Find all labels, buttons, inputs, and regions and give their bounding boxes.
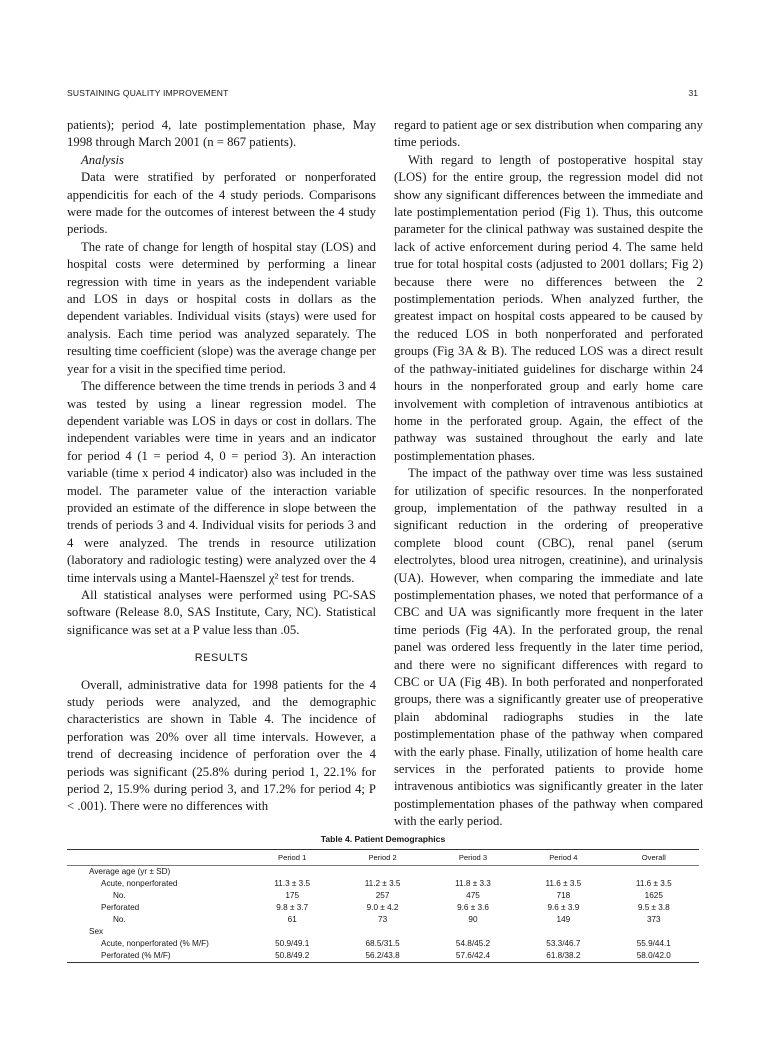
table-cell: 58.0/42.0 <box>636 951 671 960</box>
table-cell: 1625 <box>644 891 663 900</box>
table-cell: 50.8/49.2 <box>275 951 310 960</box>
paragraph: Data were stratified by perforated or nonperforated appendicitis for each of the 4 study periods. Comparisons were made for the outcomes of interest between the 4 study periods. <box>67 170 376 237</box>
table-cell: 718 <box>556 891 571 900</box>
table <box>67 850 699 962</box>
table-cell: 9.0 ± 4.2 <box>366 903 399 912</box>
row-label: No. <box>113 915 126 924</box>
table-cell: 9.5 ± 3.8 <box>637 903 670 912</box>
row-label: Acute, nonperforated <box>101 879 178 888</box>
table-row <box>67 914 699 926</box>
table-cell: 68.5/31.5 <box>365 939 400 948</box>
table-row <box>67 902 699 914</box>
paragraph: patients); period 4, late postimplementation phase, May 1998 through March 2001 (n = 867 patients). <box>67 118 376 150</box>
table-row <box>67 926 699 938</box>
table-row <box>67 878 699 890</box>
table-row <box>67 950 699 962</box>
table-cell: 9.8 ± 3.7 <box>276 903 309 912</box>
table-cell: 73 <box>378 915 388 924</box>
column-header: Period 2 <box>368 853 397 862</box>
table-header-row <box>67 850 699 865</box>
table-cell: 53.3/46.7 <box>546 939 581 948</box>
table-row <box>67 866 699 878</box>
table-row <box>67 938 699 950</box>
paragraph: Overall, administrative data for 1998 patients for the 4 study periods were analyzed, and the demographic characteristics are shown in Table 4. The incidence of perforation was 20% over all time intervals. However, a trend of decreasing incidence of perforation over the 4 periods was significant (25.8% during period 1, 22.1% for period 2, 15.9% during period 3, and 17.2% for period 4; P < .001). There were no differences with <box>67 677 376 814</box>
paragraph: With regard to length of postoperative hospital stay (LOS) for the entire group, the regression model did not show any significant differences between the immediate and late postimplementation period (Fig 1). Thus, this outcome parameter for the clinical pathway was sustained despite the lack of active enforcement during period 4. The same held true for total hospital costs (adjusted to 2001 dollars; Fig 2) because there were no differences between the 2 postimplementation periods. When analyzed further, the greatest impact on hospital costs appeared to be caused by the reduced LOS in both nonperforated and perforated groups (Fig 3A & B). The reduced LOS was a direct result of the pathway-initiated guidelines for discharge within 24 hours in the nonperforated group and early home care involvement with completion of intravenous antibiotics at home in the perforated group. Again, the effect of the pathway was sustained throughout the early and late postimplementation phases. <box>394 152 703 463</box>
table-cell: 9.6 ± 3.9 <box>547 903 580 912</box>
demographics-table <box>67 834 699 963</box>
page-number: 31 <box>688 88 698 98</box>
table-cell <box>247 926 337 938</box>
table-cell: 149 <box>556 915 571 924</box>
table-cell: 11.3 ± 3.5 <box>274 879 311 888</box>
column-header: Period 1 <box>278 853 307 862</box>
table-bottom-rule <box>67 962 699 963</box>
paragraph: The difference between the time trends in periods 3 and 4 was tested by using a linear regression model. The dependent variable was LOS in days or cost in dollars. The independent variables were time in years and an indicator for period 4 (1 = period 4, 0 = period 3). An interaction variable (time x period 4 indicator) also was included in the model. The parameter value of the interaction variable provided an estimate of the difference in slope between the trends of periods 3 and 4. Individual visits for periods 3 and 4 were analyzed. The trends in resource utilization (laboratory and radiologic testing) were analyzed over the 4 time intervals using a Mantel-Haenszel χ² test for trends. <box>67 379 376 585</box>
table-cell: 11.6 ± 3.5 <box>635 879 672 888</box>
table-cell <box>337 926 427 938</box>
row-label: Sex <box>89 927 104 936</box>
table-cell <box>337 866 427 878</box>
table-cell <box>428 926 518 938</box>
table-cell: 55.9/44.1 <box>636 939 671 948</box>
table-cell: 373 <box>646 915 661 924</box>
table-cell: 50.9/49.1 <box>275 939 310 948</box>
table-cell: 11.6 ± 3.5 <box>545 879 582 888</box>
row-label: Average age (yr ± SD) <box>89 867 171 876</box>
column-header: Period 4 <box>549 853 578 862</box>
table-cell: 56.2/43.8 <box>365 951 400 960</box>
table-title: Table 4. Patient Demographics <box>320 834 446 844</box>
paragraph: All statistical analyses were performed using PC-SAS software (Release 8.0, SAS Institute, Cary, NC). Statistical significance was set at a P value less than .05. <box>67 587 376 637</box>
paragraph: regard to patient age or sex distribution when comparing any time periods. <box>394 118 703 150</box>
column-header: Period 3 <box>458 853 488 862</box>
row-label: No. <box>113 891 126 900</box>
row-label: Acute, nonperforated (% M/F) <box>101 939 209 948</box>
paragraph: The impact of the pathway over time was less sustained for utilization of specific resources. In the nonperforated group, implementation of the pathway resulted in a significant reduction in the ordering of preoperative complete blood count (CBC), renal panel (serum electrolytes, blood urea nitrogen, creatinine), and urinalysis (UA). However, when comparing the immediate and late postimplementation phases, we noted that performance of a CBC and UA was significantly more frequent in the later time periods (Fig 4A). In the perforated group, the renal panel was ordered less frequently in the later time period, and there were no significant differences with regard to CBC or UA (Fig 4B). In both perforated and nonperforated groups, there was a significantly greater use of preoperative plain abdominal radiographs studies in the late postimplementation phase of the pathway when compared with the early phase. Finally, utilization of home health care services in the perforated patients to provide home intravenous antibiotics was significantly greater in the later postimplementation phases of the pathway when compared with the early period. <box>394 466 703 829</box>
right-column <box>394 117 703 831</box>
row-label: Perforated (% M/F) <box>101 951 171 960</box>
results-heading: RESULTS <box>194 652 249 665</box>
table-cell: 475 <box>466 891 480 900</box>
analysis-heading: Analysis <box>81 152 124 167</box>
table-cell: 257 <box>375 891 390 900</box>
table-cell <box>518 866 608 878</box>
table-cell: 54.8/45.2 <box>455 939 491 948</box>
table-cell <box>518 926 608 938</box>
table-cell <box>609 866 699 878</box>
table-cell: 11.8 ± 3.3 <box>455 879 491 888</box>
table-cell: 175 <box>285 891 300 900</box>
table-cell: 90 <box>468 915 478 924</box>
table-cell: 11.2 ± 3.5 <box>364 879 401 888</box>
table-cell: 61 <box>287 915 297 924</box>
table-cell: 9.6 ± 3.6 <box>457 903 489 912</box>
paragraph: The rate of change for length of hospital stay (LOS) and hospital costs were determined by performing a linear regression with time in years as the independent variable and LOS in days or hospital costs in dollars as the dependent variables. Individual visits (stays) were used for analysis. Each time period was analyzed separately. The resulting time coefficient (slope) was the average change per year for a visit in the specified time period. <box>67 239 376 376</box>
table-cell <box>247 866 337 878</box>
column-header <box>67 850 247 865</box>
table-cell <box>428 866 518 878</box>
table-cell: 57.6/42.4 <box>455 951 491 960</box>
table-cell <box>609 926 699 938</box>
running-head: SUSTAINING QUALITY IMPROVEMENT <box>67 88 229 98</box>
column-header: Overall <box>641 853 666 862</box>
left-column <box>67 117 376 816</box>
table-cell: 61.8/38.2 <box>546 951 581 960</box>
table-row <box>67 890 699 902</box>
row-label: Perforated <box>101 903 140 912</box>
